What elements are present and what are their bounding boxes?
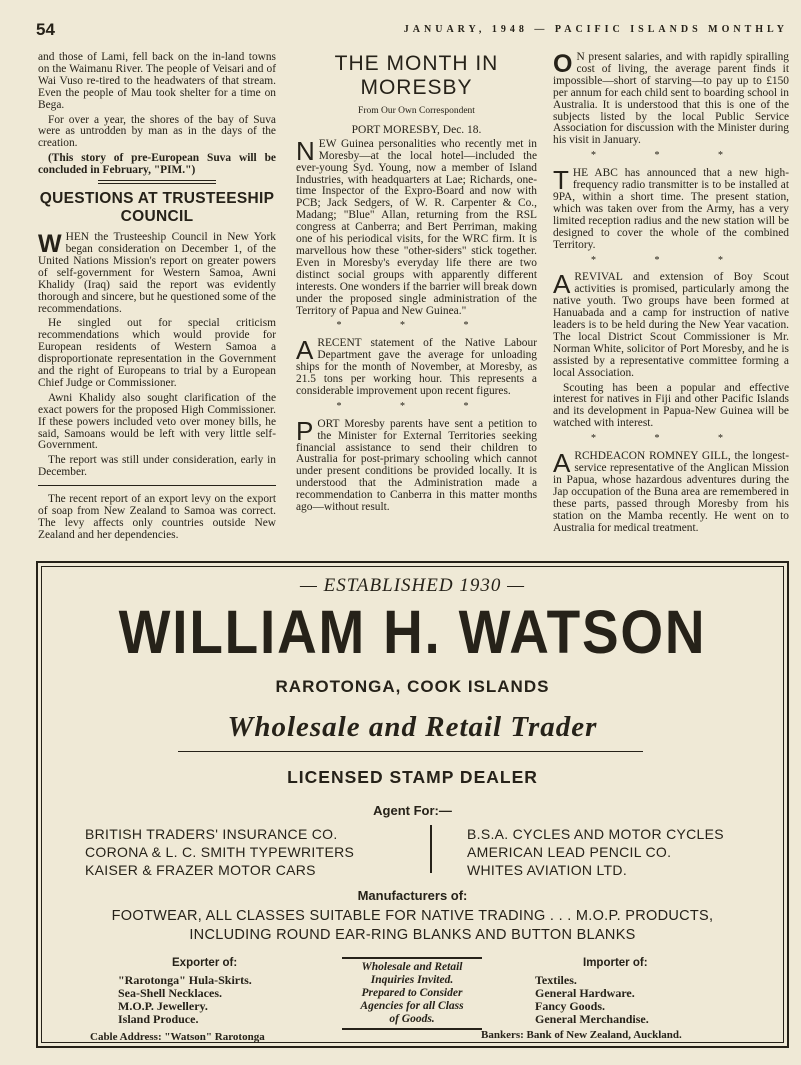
inquiries-line: Wholesale and Retail <box>361 961 463 973</box>
ad-agent-heading: Agent For:— <box>373 803 452 818</box>
divider <box>342 957 482 959</box>
ad-inquiries-block <box>342 957 482 1030</box>
exporter-item: Island Produce. <box>118 1012 199 1026</box>
article-paragraph: ARCHDEACON ROMNEY GILL, the longest-service representative of the Anglican Mission in Papua, whose hazardous adventures during the Jap occupation of the Buna area are remembered in these parts, passed through Moresby from his station on the Mamba recently. He went on to Australia for medical treatment. <box>553 448 789 534</box>
exporter-heading: Exporter of: <box>172 957 238 969</box>
article-paragraph: Scouting has been a popular and effective interest for natives in Fiji and other Pacific Islands and its development in Papua-New Guinea will be watched with interest. <box>553 381 789 430</box>
article-paragraph: The report was still under consideration, early in December. <box>38 454 276 479</box>
importer-item: General Merchandise. <box>535 1012 649 1026</box>
ad-trade: Wholesale and Retail Trader <box>227 711 598 743</box>
drop-cap: N <box>296 135 315 166</box>
section-separator: * * * <box>591 433 751 445</box>
article-paragraph: WHEN the Trusteeship Council in New York began consideration on December 1, of the United Nations Mission's report on greater powers of self-government for Western Samoa, Awni Khalidy (Iraq) said the report was evidently thorough and sincere, but he questioned some of the recommendations. <box>38 230 276 315</box>
divider <box>430 825 432 873</box>
article-paragraph: He singled out for special criticism recommendations which would provide for European residents of Western Samoa a disproportionate representation in the Government and the right of Europeans to trial by a European Chief Judge or Commissioner. <box>38 317 276 389</box>
drop-cap: A <box>553 269 571 300</box>
divider <box>98 180 216 184</box>
ad-established: — ESTABLISHED 1930 — <box>300 575 525 596</box>
drop-cap: O <box>553 50 573 78</box>
inquiries-line: of Goods. <box>389 1013 435 1025</box>
article-paragraph: ARECENT statement of the Native Labour Department gave the average for unloading ships for the month of November, at Moresby, as 21.5 tons per working hour. This represents a considerable improvement upon recent figures. <box>296 335 537 397</box>
soap-levy-paragraph: The recent report of an export levy on the export of soap from New Zealand to Samoa was correct. The levy affects only countries outside New Zealand and her dependencies. <box>38 493 276 541</box>
ad-exporter-block <box>118 957 252 1026</box>
inquiries-line: Prepared to Consider <box>361 987 463 999</box>
drop-cap: P <box>296 415 314 446</box>
ad-location: RAROTONGA, COOK ISLANDS <box>275 677 550 696</box>
page-header <box>36 20 788 42</box>
article-paragraph: O N present salaries, and with rapidly spiralling cost of living, the average parent finds it impossible—short of starving—to pay up to £150 per annum for each child sent to boarding school in Australia. It is understood that this is one of the subjects listed by the local Public Service Association for discussion with the Minister during his visit in January. <box>553 50 789 147</box>
exporter-item: "Rarotonga" Hula-Skirts. <box>118 973 252 987</box>
agent-item: CORONA & L. C. SMITH TYPEWRITERS <box>85 844 355 860</box>
divider <box>38 485 276 486</box>
exporter-item: Sea-Shell Necklaces. <box>118 986 222 1000</box>
drop-cap: W <box>38 230 62 259</box>
agent-item: WHITES AVIATION LTD. <box>467 862 628 878</box>
section-separator: * * * <box>336 400 497 412</box>
suva-story-paragraph: For over a year, the shores of the bay of Suva were as untrodden by man as in the days of the creation. <box>38 113 276 150</box>
ad-bankers: Bankers: Bank of New Zealand, Auckland. <box>481 1029 682 1041</box>
ad-manufacturers-heading: Manufacturers of: <box>357 888 468 903</box>
drop-cap: A <box>296 335 314 366</box>
ad-licensed: LICENSED STAMP DEALER <box>287 767 538 787</box>
section-separator: * * * <box>591 254 751 266</box>
divider <box>342 1028 482 1030</box>
column-1 <box>38 52 276 545</box>
story-continuation-note: (This story of pre-European Suva will be concluded in February, "PIM.") <box>38 152 276 177</box>
agent-item: BRITISH TRADERS' INSURANCE CO. <box>85 826 338 842</box>
agent-item: B.S.A. CYCLES AND MOTOR CYCLES <box>467 826 724 842</box>
suva-story-end: and those of Lami, fell back on the in-land towns on the Waimanu River. The people of Veisari and of Wai Vuso re-tired to the headwaters of that stream. Even the people of Mau took shelter for a time on Bega. <box>38 51 276 111</box>
inquiries-line: Inquiries Invited. <box>370 974 454 986</box>
importer-item: General Hardware. <box>535 986 635 1000</box>
article-heading-moresby: THE MONTH IN MORESBY <box>334 52 499 99</box>
importer-heading: Importer of: <box>583 957 648 969</box>
running-head: JANUARY, 1948 — PACIFIC ISLANDS MONTHLY <box>403 24 788 35</box>
ad-importer-block <box>535 957 649 1026</box>
divider <box>178 751 643 752</box>
ad-company-name: WILLIAM H. WATSON <box>118 598 707 666</box>
column-3 <box>553 52 789 537</box>
section-separator: * * * <box>336 320 497 332</box>
importer-item: Fancy Goods. <box>535 999 606 1013</box>
exporter-item: M.O.P. Jewellery. <box>118 999 208 1013</box>
article-paragraph: PORT Moresby parents have sent a petition to the Minister for External Territories seeking financial assistance to send their children to Australia for post-primary schooling which cannot under present conditions be provided locally. It is understood that the Administration made a recommendation to Canberra in this matter months ago—without result. <box>296 415 537 514</box>
ad-agents-right <box>467 825 724 879</box>
ad-cable-address: Cable Address: "Watson" Rarotonga <box>90 1031 265 1043</box>
article-paragraph: Awni Khalidy also sought clarification of the exact powers for the proposed High Commissioner. If these powers included veto over money bills, he said, Samoans would be left with very little self-Government. <box>38 391 276 452</box>
article-paragraph: THE ABC has announced that a new high-frequency radio transmitter is to be installed at 9PA, within a short time. The present station, which was taken over from the Army, has a very limited reception radius and the new station will be designed to cover the whole of the combined Territory. <box>553 165 789 251</box>
advertisement-watson <box>36 561 789 1048</box>
importer-item: Textiles. <box>535 973 577 987</box>
article-paragraph: NEW Guinea personalities who recently met in Moresby—at the local hotel—included the ever-young Syd. Young, now a member of Island Industries, with headquarters at Lae; Richards, one-time Inspector of the Expro-Board and now with PCB; Jack Sedgers, of W. R. Carpenter & Co., Madang; "Blue" Allan, returning from the RSL congress at Canberra; and Bert Perriman, making one of his periodical visits, for the WRC firm. It is marvellous how these "other-siders" stick together. Even in Moresby's everyday life there are two distinct social groups with apparently different interests. One wonders if the barrier will break down under the proposed single administration of the Territory of Papua and New Guinea." <box>296 135 537 317</box>
dateline: PORT MORESBY, Dec. 18. <box>351 123 482 136</box>
ad-manufacturers-line: FOOTWEAR, ALL CLASSES SUITABLE FOR NATIVE TRADING . . . M.O.P. PRODUCTS, <box>111 908 714 924</box>
ad-manufacturers-line: INCLUDING ROUND EAR-RING BLANKS AND BUTTON BLANKS <box>189 927 636 943</box>
article-heading-trusteeship: QUESTIONS AT TRUSTEESHIP COUNCIL <box>39 190 275 226</box>
drop-cap: A <box>553 448 571 479</box>
article-paragraph: AREVIVAL and extension of Boy Scout activities is promised, particularly among the native youth. Two groups have been formed at Hanuabada and a camp for instruction of native leaders is to be held during the New Year vacation. The local District Scout Commissioner is Mr. Norman White, solicitor of Port Moresby, and he is assisted by a representative committee forming a local Association. <box>553 269 789 379</box>
byline: From Our Own Correspondent <box>358 106 475 116</box>
agent-item: KAISER & FRAZER MOTOR CARS <box>85 862 316 878</box>
drop-cap: T <box>553 165 569 196</box>
ad-agents-left <box>85 825 354 879</box>
section-separator: * * * <box>591 150 751 162</box>
agent-item: AMERICAN LEAD PENCIL CO. <box>467 844 672 860</box>
inquiries-line: Agencies for all Class <box>360 1000 464 1012</box>
column-2 <box>296 52 537 517</box>
page-number: 54 <box>36 20 55 39</box>
